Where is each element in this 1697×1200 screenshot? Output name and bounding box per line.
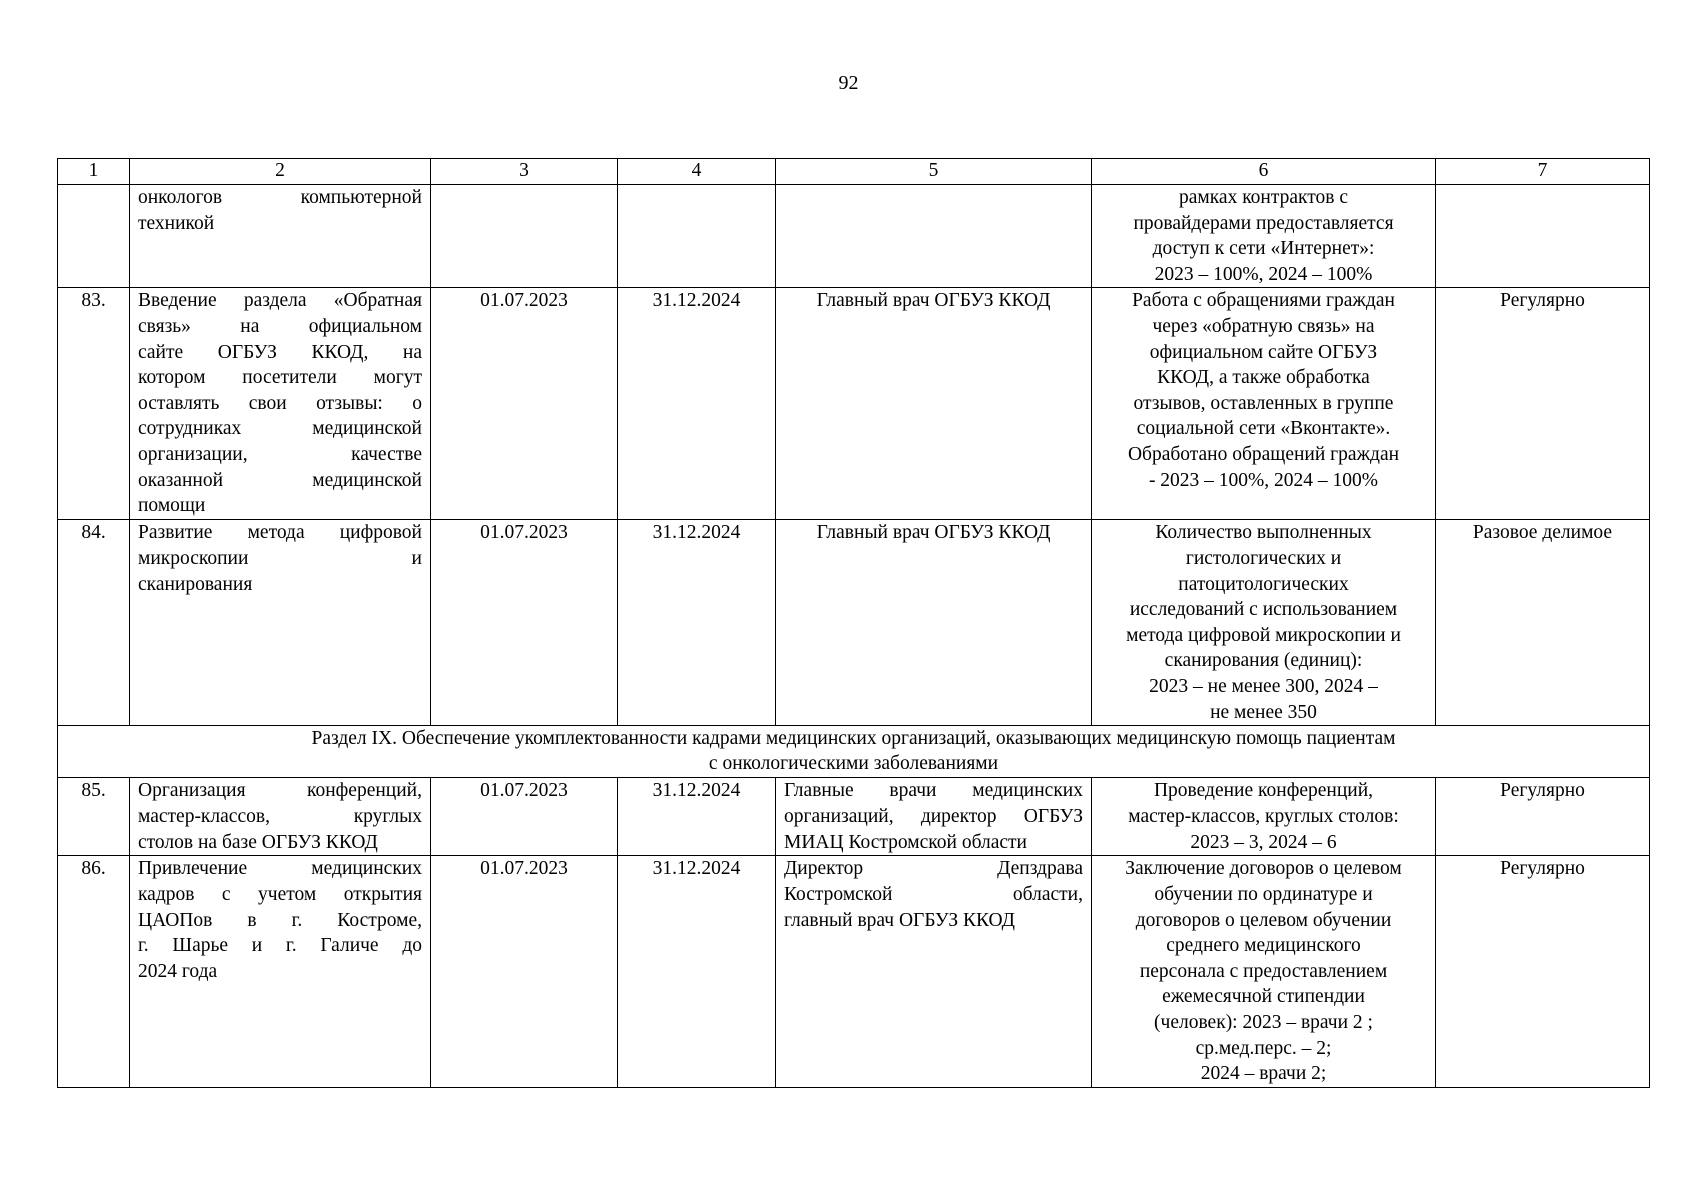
indicator-cell <box>1092 520 1436 726</box>
indicator-line: - 2023 – 100%, 2024 – 100% <box>1148 469 1379 491</box>
measure-name-line: связь» на официальном <box>138 315 422 337</box>
measure-name-line: ЦАОПов в г. Костроме, <box>138 909 422 931</box>
measure-name-line: сайте ОГБУЗ ККОД, на <box>138 341 422 363</box>
responsible-line: Директор Депздрава <box>784 858 1083 880</box>
measure-name-line: кадров с учетом открытия <box>138 883 422 905</box>
indicator-line: персонала с предоставлением <box>1139 960 1388 982</box>
indicator-line: 2023 – не менее 300, 2024 – <box>1149 675 1378 697</box>
measure-name-line: техникой <box>138 212 215 234</box>
measure-name-line: Организация конференций, <box>138 780 422 802</box>
measure-name-cell <box>130 185 431 288</box>
measure-name-line: котором посетители могут <box>138 367 422 389</box>
periodicity-cell: Разовое делимое <box>1436 520 1650 726</box>
indicator-line: метода цифровой микроскопии и <box>1126 624 1401 646</box>
responsible-line: МИАЦ Костромской области <box>784 831 1027 853</box>
indicator-line: договоров о целевом обучении <box>1135 909 1392 931</box>
indicator-line: рамках контрактов с <box>1178 187 1348 208</box>
indicator-line: гистологических и <box>1185 547 1342 569</box>
measure-name-cell <box>130 288 431 520</box>
measure-name-cell <box>130 520 431 726</box>
table-row-continuation <box>58 185 1650 288</box>
measure-name-cell <box>130 856 431 1088</box>
responsible-line: Костромской области, <box>784 883 1083 905</box>
column-header: 7 <box>1436 159 1650 185</box>
responsible-cell <box>776 520 1092 726</box>
responsible-line: организаций, директор ОГБУЗ <box>784 805 1083 827</box>
row-number-cell: 85. <box>58 778 130 856</box>
measure-name-line: помощи <box>138 495 206 517</box>
measure-name-line: мастер-классов, круглых <box>138 805 422 827</box>
section-title-line: Раздел IX. Обеспечение укомплектованности кадрами медицинских организаций, оказывающих медицинскую помощь пациентам <box>311 728 1396 750</box>
column-header: 2 <box>130 159 431 185</box>
periodicity-cell: Регулярно <box>1436 856 1650 1088</box>
measure-name-line: микроскопии и <box>138 547 422 569</box>
measure-name-cell <box>130 778 431 856</box>
end-date-cell <box>618 185 776 288</box>
measure-name-line: Развитие метода цифровой <box>138 522 422 544</box>
indicator-line: доступ к сети «Интернет»: <box>1152 238 1375 260</box>
start-date-cell: 01.07.2023 <box>431 856 618 1088</box>
indicator-line: официальном сайте ОГБУЗ <box>1149 341 1378 363</box>
indicator-line: отзывов, оставленных в группе <box>1133 392 1394 414</box>
indicator-line: сканирования (единиц): <box>1164 650 1363 672</box>
responsible-line: Главный врач ОГБУЗ ККОД <box>816 290 1051 312</box>
indicator-line: обучении по ординатуре и <box>1154 883 1373 905</box>
column-header: 3 <box>431 159 618 185</box>
responsible-line: главный врач ОГБУЗ ККОД <box>784 909 1015 931</box>
indicator-line: Заключение договоров о целевом <box>1125 858 1402 880</box>
table-row <box>58 520 1650 726</box>
column-header: 4 <box>618 159 776 185</box>
responsible-cell <box>776 185 1092 288</box>
measure-name-line: онкологов компьютерной <box>138 187 422 208</box>
column-header: 5 <box>776 159 1092 185</box>
page-number: 92 <box>838 72 859 94</box>
end-date-cell: 31.12.2024 <box>618 856 776 1088</box>
section-row <box>58 726 1650 778</box>
indicator-line: мастер-классов, круглых столов: <box>1128 805 1399 827</box>
measure-name-line: столов на базе ОГБУЗ ККОД <box>138 831 378 853</box>
indicator-line: (человек): 2023 – врачи 2 ; <box>1154 1011 1373 1033</box>
column-header: 1 <box>58 159 130 185</box>
measure-name-line: Привлечение медицинских <box>138 858 422 880</box>
start-date-cell: 01.07.2023 <box>431 520 618 726</box>
indicator-line: 2024 – врачи 2; <box>1200 1063 1327 1085</box>
indicator-line: Обработано обращений граждан <box>1127 443 1400 465</box>
indicator-line: патоцитологических <box>1178 573 1349 595</box>
indicator-cell <box>1092 856 1436 1088</box>
table-row <box>58 288 1650 520</box>
responsible-cell <box>776 778 1092 856</box>
measures-table <box>57 158 1650 1088</box>
periodicity-cell: Регулярно <box>1436 778 1650 856</box>
indicator-line: Проведение конференций, <box>1153 780 1374 802</box>
row-number-cell: 86. <box>58 856 130 1088</box>
indicator-line: не менее 350 <box>1210 701 1317 723</box>
start-date-cell: 01.07.2023 <box>431 288 618 520</box>
measure-name-line: сотрудниках медицинской <box>138 418 422 440</box>
indicator-line: исследований с использованием <box>1129 599 1398 621</box>
indicator-line: провайдерами предоставляется <box>1133 212 1394 234</box>
measure-name-line: Введение раздела «Обратная <box>138 290 422 312</box>
end-date-cell: 31.12.2024 <box>618 778 776 856</box>
indicator-cell <box>1092 185 1436 288</box>
row-number-cell: 83. <box>58 288 130 520</box>
indicator-cell <box>1092 778 1436 856</box>
measure-name-line: 2024 года <box>138 960 218 982</box>
measure-name-line: оставлять свои отзывы: о <box>138 392 422 414</box>
column-header: 6 <box>1092 159 1436 185</box>
start-date-cell <box>431 185 618 288</box>
responsible-line: Главный врач ОГБУЗ ККОД <box>816 522 1051 544</box>
indicator-line: ср.мед.перс. – 2; <box>1195 1037 1332 1059</box>
indicator-cell <box>1092 288 1436 520</box>
indicator-line: среднего медицинского <box>1166 935 1361 957</box>
periodicity-cell <box>1436 185 1650 288</box>
indicator-line: 2023 – 100%, 2024 – 100% <box>1154 263 1373 285</box>
indicator-line: социальной сети «Вконтакте». <box>1136 418 1391 440</box>
responsible-line: Главные врачи медицинских <box>784 780 1083 802</box>
table-row <box>58 778 1650 856</box>
measure-name-line: организации, качестве <box>138 443 422 465</box>
periodicity-cell: Регулярно <box>1436 288 1650 520</box>
end-date-cell: 31.12.2024 <box>618 520 776 726</box>
row-number-cell <box>58 185 130 288</box>
indicator-line: Количество выполненных <box>1155 522 1372 544</box>
measure-name-line: г. Шарье и г. Галиче до <box>138 935 422 957</box>
start-date-cell: 01.07.2023 <box>431 778 618 856</box>
column-number-row <box>58 159 1650 185</box>
table-row <box>58 856 1650 1088</box>
section-title-line: с онкологическими заболеваниями <box>708 753 999 775</box>
indicator-line: через «обратную связь» на <box>1152 315 1375 337</box>
responsible-cell <box>776 288 1092 520</box>
end-date-cell: 31.12.2024 <box>618 288 776 520</box>
indicator-line: ежемесячной стипендии <box>1162 986 1365 1008</box>
responsible-cell <box>776 856 1092 1088</box>
measure-name-line: сканирования <box>138 573 253 595</box>
indicator-line: ККОД, а также обработка <box>1157 367 1370 389</box>
measure-name-line: оказанной медицинской <box>138 469 422 491</box>
row-number-cell: 84. <box>58 520 130 726</box>
indicator-line: 2023 – 3, 2024 – 6 <box>1190 831 1337 853</box>
indicator-line: Работа с обращениями граждан <box>1132 290 1395 312</box>
section-title-cell <box>58 726 1650 778</box>
